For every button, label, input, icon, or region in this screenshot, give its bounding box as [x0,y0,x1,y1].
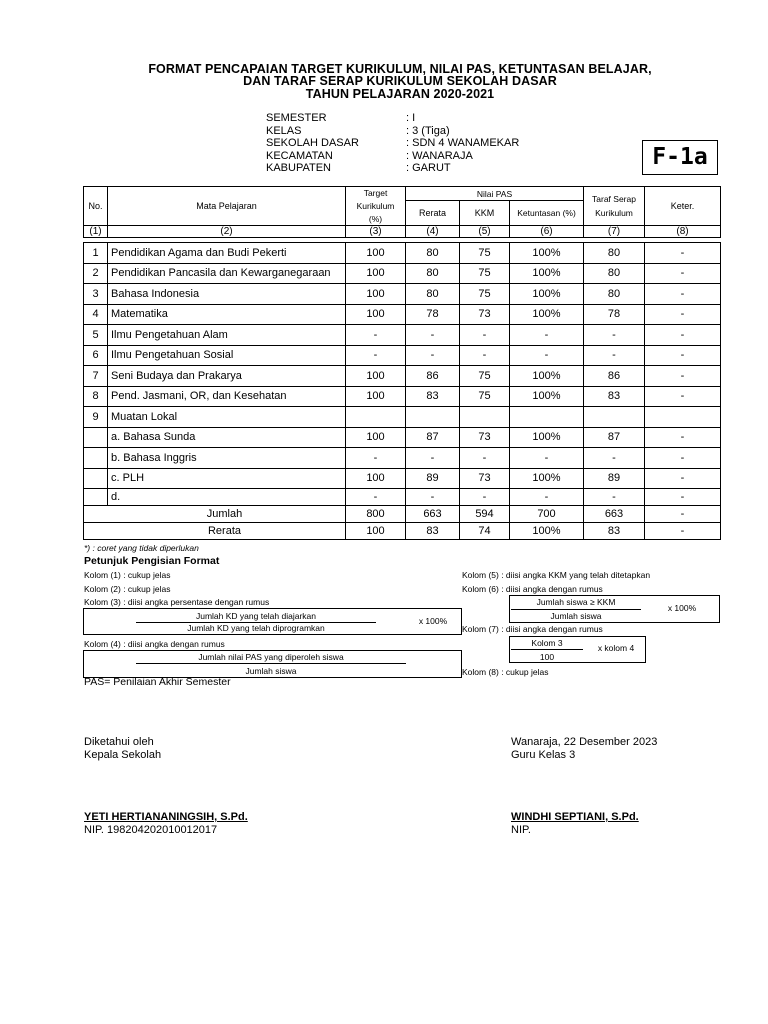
cell-ket: - [645,506,721,523]
cell-target: 100 [346,263,406,284]
cell-tuntas: 100% [510,386,584,407]
cell-mapel: Ilmu Pengetahuan Alam [108,325,346,346]
cell-mapel: Seni Budaya dan Prakarya [108,366,346,387]
cell-mapel: Matematika [108,304,346,325]
cell-ket: - [645,345,721,366]
kolom-3-text: Kolom (3) : diisi angka persentase dengan rumus [84,597,270,607]
cell-ket: - [645,523,721,540]
info-value-kecamatan: : WANARAJA [406,149,473,162]
cell-taraf: 80 [584,243,645,264]
cell-kkm: 75 [460,243,510,264]
title-line-2: DAN TARAF SERAP KURIKULUM SEKOLAH DASAR [243,74,557,88]
header-target-3: (%) [368,214,383,224]
cell-mapel: a. Bahasa Sunda [108,427,346,448]
signature-right [511,736,657,762]
cell-target: 100 [346,304,406,325]
cell-mapel: Muatan Lokal [108,407,346,428]
cell-rerata: 83 [406,523,460,540]
signature-right-line-1: Wanaraja, 22 Desember 2023 [511,736,658,748]
rerata-row [84,523,721,540]
cell-kkm: - [460,489,510,506]
signature-right-nip: NIP. [511,824,531,836]
header-kkm: KKM [460,201,510,226]
cell-taraf: 78 [584,304,645,325]
kolom-3-multiplier: x 100% [418,616,448,626]
kolom-7-multiplier: x kolom 4 [597,643,635,653]
cell-no: 1 [84,243,108,264]
cell-rerata: 663 [406,506,460,523]
info-label-semester: SEMESTER [266,112,327,124]
cell-no [84,468,108,489]
signature-left-line-2: Kepala Sekolah [84,749,162,761]
cell-taraf [584,407,645,428]
info-value-kelas: : 3 (Tiga) [406,124,450,137]
cell-taraf: 87 [584,427,645,448]
table-row [84,448,721,469]
cell-mapel: c. PLH [108,468,346,489]
signature-left-line-1: Diketahui oleh [84,736,154,748]
cell-tuntas: 100% [510,366,584,387]
kolom-1-text: Kolom (1) : cukup jelas [84,570,171,580]
kolom-8-text: Kolom (8) : cukup jelas [462,667,549,677]
cell-no [84,427,108,448]
title-line-1: FORMAT PENCAPAIAN TARGET KURIKULUM, NILAI PAS, KETUNTASAN BELAJAR, [148,62,652,76]
cell-taraf: - [584,325,645,346]
cell-no: 9 [84,407,108,428]
cell-ket: - [645,427,721,448]
cell-rerata: 89 [406,468,460,489]
kolom-6-text: Kolom (6) : diisi angka dengan rumus [462,584,603,594]
cell-rerata: 83 [406,386,460,407]
cell-tuntas: - [510,325,584,346]
info-value-sekolah: : SDN 4 WANAMEKAR [406,137,520,149]
table-row [84,386,721,407]
cell-kkm: 75 [460,284,510,305]
col-num: (5) [460,226,510,238]
cell-no [84,489,108,506]
cell-rerata: 86 [406,366,460,387]
kolom-3-denominator: Jumlah KD yang telah diprogramkan [187,623,325,633]
col-num: (4) [406,226,460,238]
cell-target: 100 [346,523,406,540]
header-ketuntasan: Ketuntasan (%) [510,201,584,226]
cell-taraf: 663 [584,506,645,523]
signature-left-nip: NIP. 198204202010012017 [84,824,218,836]
cell-kkm [460,407,510,428]
signature-left [84,736,161,762]
cell-taraf: - [584,448,645,469]
cell-rerata: 80 [406,263,460,284]
table-row [84,345,721,366]
cell-rerata: - [406,489,460,506]
cell-target: - [346,448,406,469]
cell-tuntas [510,407,584,428]
signature-right-name: WINDHI SEPTIANI, S.Pd. [511,811,639,823]
cell-kkm: 75 [460,263,510,284]
table-row [84,284,721,305]
col-num: (3) [346,226,406,238]
cell-mapel: d. [108,489,346,506]
table-row [84,427,721,448]
pas-definition: PAS= Penilaian Akhir Semester [84,676,231,688]
table-row [84,468,721,489]
rerata-label: Rerata [84,523,346,540]
header-target-1: Target [363,188,388,198]
cell-target: 100 [346,386,406,407]
info-label-kabupaten: KABUPATEN [266,162,331,174]
info-value-semester: : I [406,112,416,124]
cell-target: 100 [346,468,406,489]
table-row [84,366,721,387]
kolom-7-fraction-line [511,649,583,650]
cell-ket: - [645,448,721,469]
cell-ket: - [645,366,721,387]
cell-rerata [406,407,460,428]
header-taraf-2: Kurikulum [595,208,633,218]
cell-no: 6 [84,345,108,366]
cell-rerata: 80 [406,284,460,305]
cell-rerata: 78 [406,304,460,325]
cell-ket: - [645,325,721,346]
cell-target: 800 [346,506,406,523]
cell-target: - [346,325,406,346]
cell-no: 8 [84,386,108,407]
cell-ket: - [645,468,721,489]
header-mapel: Mata Pelajaran [108,187,346,226]
cell-mapel: Ilmu Pengetahuan Sosial [108,345,346,366]
kolom-4-numerator: Jumlah nilai PAS yang diperoleh siswa [198,652,344,662]
cell-kkm: 73 [460,468,510,489]
header-keter: Keter. [645,187,721,226]
cell-tuntas: 700 [510,506,584,523]
col-num: (6) [510,226,584,238]
table-row [84,304,721,325]
kolom-6-denominator: Jumlah siswa [550,611,602,621]
cell-taraf: 89 [584,468,645,489]
cell-mapel: Pend. Jasmani, OR, dan Kesehatan [108,386,346,407]
cell-taraf: 86 [584,366,645,387]
cell-rerata: 87 [406,427,460,448]
cell-target: 100 [346,366,406,387]
info-value-kabupaten: : GARUT [406,162,451,174]
cell-kkm: 73 [460,304,510,325]
cell-ket: - [645,243,721,264]
header-rerata: Rerata [406,201,460,226]
cell-target: - [346,345,406,366]
cell-no: 3 [84,284,108,305]
cell-ket: - [645,263,721,284]
cell-tuntas: 100% [510,263,584,284]
cell-mapel: Pendidikan Pancasila dan Kewarganegaraan [108,263,346,284]
cell-tuntas: - [510,345,584,366]
header-target [346,187,406,226]
cell-target [346,407,406,428]
table-row [84,325,721,346]
cell-target: - [346,489,406,506]
cell-kkm: - [460,325,510,346]
cell-no: 7 [84,366,108,387]
kolom-6-multiplier: x 100% [667,603,697,613]
kolom-6-fraction-line [511,609,641,610]
cell-target: 100 [346,243,406,264]
kolom-4-fraction-line [136,663,406,664]
cell-ket: - [645,386,721,407]
results-table [83,186,721,540]
kolom-7-text: Kolom (7) : diisi angka dengan rumus [462,624,603,634]
cell-kkm: 75 [460,366,510,387]
cell-tuntas: 100% [510,468,584,489]
info-label-kecamatan: KECAMATAN [266,149,333,162]
cell-no: 4 [84,304,108,325]
kolom-4-text: Kolom (4) : diisi angka dengan rumus [84,639,225,649]
cell-ket: - [645,489,721,506]
cell-kkm: - [460,448,510,469]
info-block [266,112,359,175]
cell-tuntas: 100% [510,427,584,448]
cell-kkm: 73 [460,427,510,448]
cell-tuntas: 100% [510,284,584,305]
cell-no: 5 [84,325,108,346]
cell-kkm: 75 [460,386,510,407]
cell-mapel: Pendidikan Agama dan Budi Pekerti [108,243,346,264]
header-target-2: Kurikulum [356,201,395,211]
signature-right-line-2: Guru Kelas 3 [511,749,576,761]
header-nilai-pas: Nilai PAS [406,187,584,201]
cell-kkm: 74 [460,523,510,540]
table-row [84,263,721,284]
col-num: (8) [645,226,721,238]
cell-tuntas: 100% [510,243,584,264]
header-taraf-1: Taraf Serap [592,194,636,204]
kolom-3-numerator: Jumlah KD yang telah diajarkan [195,611,316,621]
header-taraf [584,187,645,226]
kolom-2-text: Kolom (2) : cukup jelas [84,584,171,594]
cell-kkm: 594 [460,506,510,523]
signature-left-name: YETI HERTIANANINGSIH, S.Pd. [84,811,248,823]
cell-mapel: b. Bahasa Inggris [108,448,346,469]
cell-no [84,448,108,469]
table-row [84,489,721,506]
cell-taraf: - [584,489,645,506]
cell-tuntas: - [510,489,584,506]
cell-rerata: - [406,325,460,346]
cell-ket: - [645,304,721,325]
cell-tuntas: 100% [510,304,584,325]
kolom-6-numerator: Jumlah siswa ≥ KKM [536,597,616,607]
cell-taraf: 83 [584,386,645,407]
kolom-7-denominator: 100 [539,652,555,662]
jumlah-label: Jumlah [84,506,346,523]
header-no: No. [84,187,108,226]
cell-target: 100 [346,284,406,305]
kolom-5-text: Kolom (5) : diisi angka KKM yang telah ditetapkan [462,570,651,580]
cell-ket: - [645,284,721,305]
cell-no: 2 [84,263,108,284]
cell-target: 100 [346,427,406,448]
cell-mapel: Bahasa Indonesia [108,284,346,305]
cell-kkm: - [460,345,510,366]
cell-ket [645,407,721,428]
info-label-kelas: KELAS [266,124,302,137]
footnote: *) : coret yang tidak diperlukan [84,543,199,553]
jumlah-row [84,506,721,523]
kolom-4-denominator: Jumlah siswa [245,666,297,676]
kolom-7-numerator: Kolom 3 [531,638,563,648]
col-num: (1) [84,226,108,238]
table-row [84,407,721,428]
cell-taraf: 80 [584,284,645,305]
cell-tuntas: - [510,448,584,469]
column-number-row [84,226,721,238]
col-num: (2) [108,226,346,238]
cell-tuntas: 100% [510,523,584,540]
title-line-3: TAHUN PELAJARAN 2020-2021 [305,87,495,101]
cell-rerata: - [406,345,460,366]
cell-rerata: - [406,448,460,469]
info-values [406,112,519,175]
cell-taraf: - [584,345,645,366]
cell-rerata: 80 [406,243,460,264]
form-code-box: F-1a [642,140,718,175]
cell-taraf: 80 [584,263,645,284]
petunjuk-title: Petunjuk Pengisian Format [84,555,220,567]
cell-taraf: 83 [584,523,645,540]
col-num: (7) [584,226,645,238]
table-row [84,243,721,264]
info-label-sekolah: SEKOLAH DASAR [266,137,359,149]
